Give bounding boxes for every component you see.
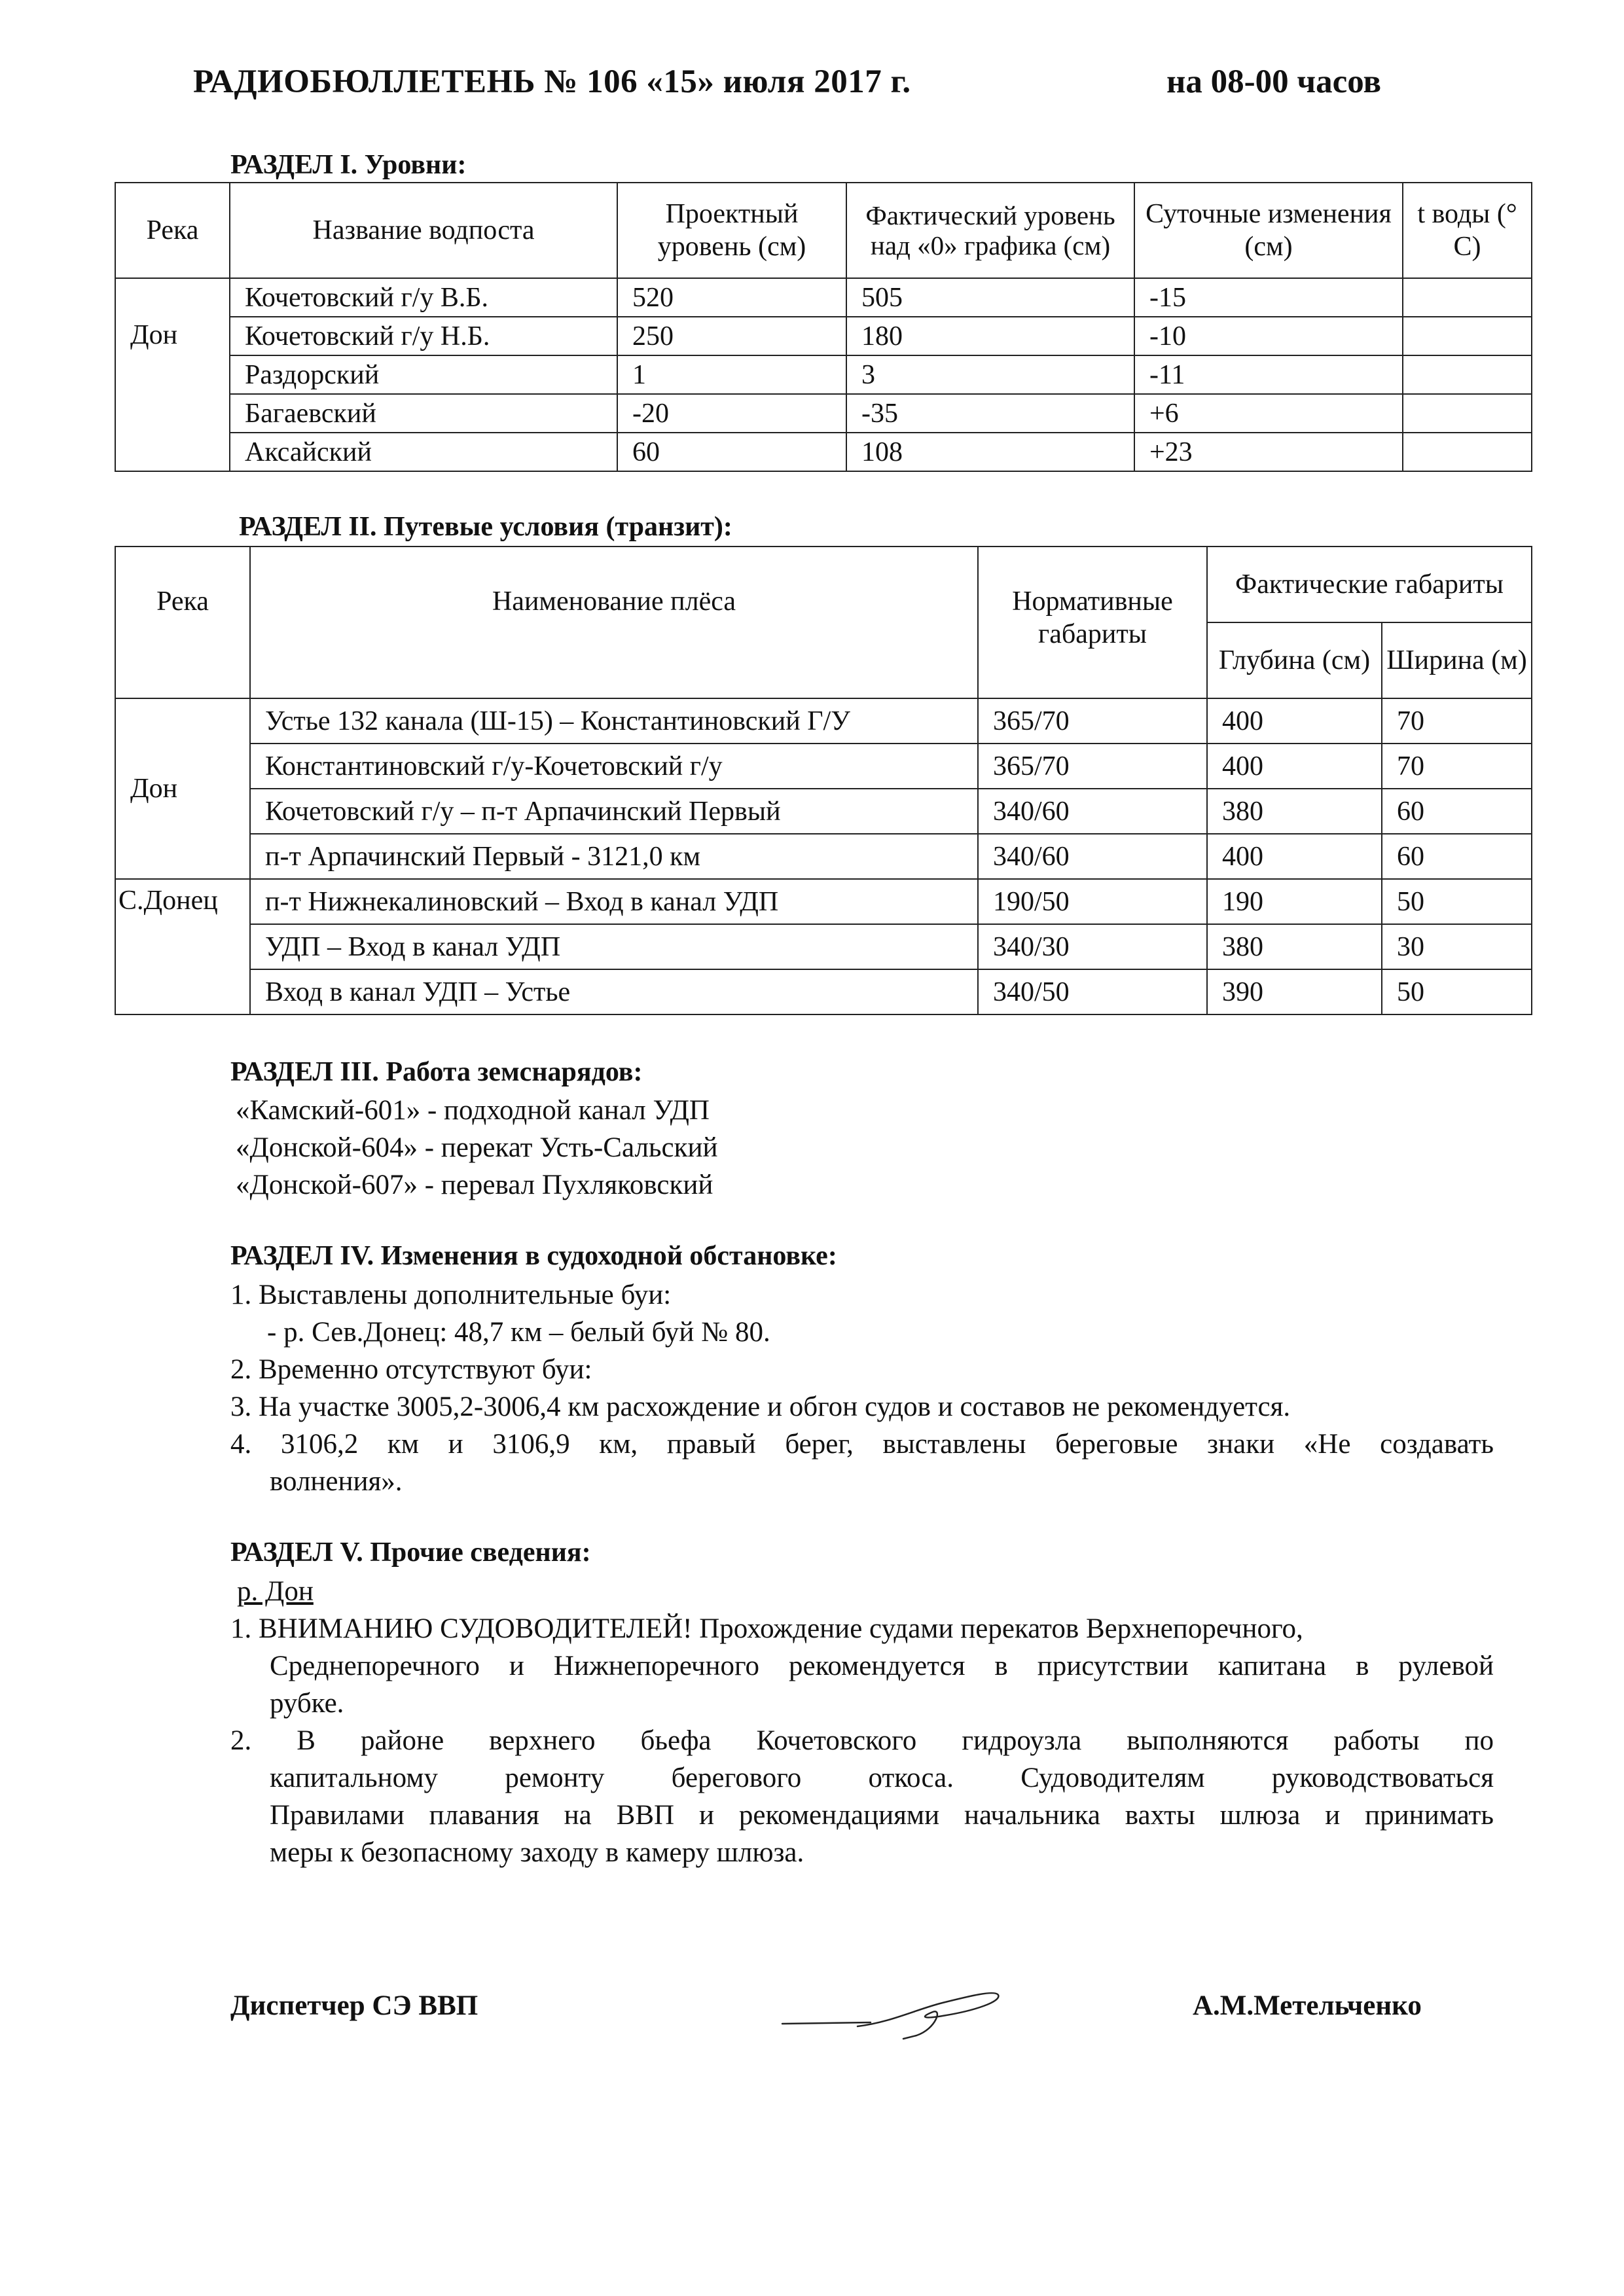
- dredger-item: «Камский-601» - подходной канал УДП: [236, 1095, 710, 1126]
- col-actual-dims: Фактические габариты: [1207, 547, 1532, 622]
- station-cell: Аксайский: [230, 433, 617, 471]
- col-normative: Нормативные габариты: [978, 547, 1207, 698]
- col-depth: Глубина (см): [1207, 622, 1382, 698]
- design-cell: -20: [617, 394, 846, 433]
- width-cell: 70: [1382, 744, 1532, 789]
- table-row: [115, 924, 1532, 969]
- table-row: [115, 394, 1532, 433]
- depth-cell: 400: [1207, 698, 1382, 744]
- station-cell: Кочетовский г/у В.Б.: [230, 278, 617, 317]
- design-cell: 60: [617, 433, 846, 471]
- section1-heading: РАЗДЕЛ I. Уровни:: [230, 150, 467, 180]
- section2-heading: РАЗДЕЛ II. Путевые условия (транзит):: [239, 512, 732, 542]
- temp-cell: [1403, 394, 1532, 433]
- notice-item-line: капитальному ремонту берегового откоса. Судоводителям руководствоваться: [270, 1763, 1494, 1793]
- design-cell: 520: [617, 278, 846, 317]
- table-row: [115, 744, 1532, 789]
- levels-header-row: [115, 183, 1532, 278]
- depth-cell: 400: [1207, 744, 1382, 789]
- normative-cell: 340/60: [978, 789, 1207, 834]
- width-cell: 70: [1382, 698, 1532, 744]
- transit-header-row: [115, 547, 1532, 622]
- design-cell: 1: [617, 355, 846, 394]
- normative-cell: 340/60: [978, 834, 1207, 879]
- reach-cell: Кочетовский г/у – п-т Арпачинский Первый: [250, 789, 978, 834]
- normative-cell: 365/70: [978, 698, 1207, 744]
- col-width: Ширина (м): [1382, 622, 1532, 698]
- dredger-item: «Донской-604» - перекат Усть-Сальский: [236, 1132, 718, 1163]
- daily-cell: +23: [1134, 433, 1403, 471]
- normative-cell: 340/50: [978, 969, 1207, 1014]
- reach-cell: УДП – Вход в канал УДП: [250, 924, 978, 969]
- normative-cell: 340/30: [978, 924, 1207, 969]
- bulletin-title: РАДИОБЮЛЛЕТЕНЬ № 106 «15» июля 2017 г.: [193, 63, 911, 100]
- width-cell: 50: [1382, 969, 1532, 1014]
- reach-cell: п-т Арпачинский Первый - 3121,0 км: [250, 834, 978, 879]
- daily-cell: -15: [1134, 278, 1403, 317]
- dredger-item: «Донской-607» - перевал Пухляковский: [236, 1170, 713, 1200]
- bulletin-time: на 08-00 часов: [1166, 63, 1382, 100]
- table-row: [115, 969, 1532, 1014]
- section4-heading: РАЗДЕЛ IV. Изменения в судоходной обстановке:: [230, 1241, 837, 1271]
- section3-heading: РАЗДЕЛ III. Работа земснарядов:: [230, 1057, 643, 1087]
- width-cell: 30: [1382, 924, 1532, 969]
- section5-heading: РАЗДЕЛ V. Прочие сведения:: [230, 1537, 591, 1568]
- table-row: [115, 789, 1532, 834]
- reach-cell: Константиновский г/у-Кочетовский г/у: [250, 744, 978, 789]
- reach-cell: Устье 132 канала (Ш-15) – Константиновский Г/У: [250, 698, 978, 744]
- depth-cell: 400: [1207, 834, 1382, 879]
- river-cell: Дон: [115, 698, 250, 879]
- change-item: 2. Временно отсутствуют буи:: [230, 1354, 592, 1385]
- change-subitem: - р. Сев.Донец: 48,7 км – белый буй № 80.: [267, 1317, 770, 1348]
- levels-table: [115, 182, 1532, 472]
- normative-cell: 365/70: [978, 744, 1207, 789]
- daily-cell: -10: [1134, 317, 1403, 355]
- temp-cell: [1403, 355, 1532, 394]
- station-cell: Багаевский: [230, 394, 617, 433]
- depth-cell: 190: [1207, 879, 1382, 924]
- river-subheading: р. Дон: [237, 1576, 314, 1607]
- dispatcher-name: А.М.Метельченко: [1193, 1990, 1422, 2021]
- change-item: 4. 3106,2 км и 3106,9 км, правый берег, выставлены береговые знаки «Не создавать: [230, 1429, 1494, 1460]
- temp-cell: [1403, 278, 1532, 317]
- actual-cell: 108: [846, 433, 1134, 471]
- col-river: Река: [115, 547, 250, 698]
- col-water-temp: t воды (° С): [1403, 183, 1532, 278]
- table-row: [115, 317, 1532, 355]
- col-reach: Наименование плёса: [250, 547, 978, 698]
- actual-cell: 505: [846, 278, 1134, 317]
- station-cell: Раздорский: [230, 355, 617, 394]
- daily-cell: +6: [1134, 394, 1403, 433]
- notice-item-line: Среднепоречного и Нижнепоречного рекомендуется в присутствии капитана в рулевой: [270, 1651, 1494, 1681]
- actual-cell: -35: [846, 394, 1134, 433]
- col-actual-level: Фактический уровень над «0» графика (см): [846, 183, 1134, 278]
- notice-item: 1. ВНИМАНИЮ СУДОВОДИТЕЛЕЙ! Прохождение судами перекатов Верхнепоречного,: [230, 1613, 1303, 1644]
- reach-cell: п-т Нижнекалиновский – Вход в канал УДП: [250, 879, 978, 924]
- table-row: [115, 278, 1532, 317]
- table-row: [115, 879, 1532, 924]
- actual-cell: 180: [846, 317, 1134, 355]
- river-cell: Дон: [115, 278, 230, 471]
- dispatcher-title: Диспетчер СЭ ВВП: [230, 1990, 478, 2021]
- temp-cell: [1403, 433, 1532, 471]
- notice-item-line: Правилами плавания на ВВП и рекомендациями начальника вахты шлюза и принимать: [270, 1800, 1494, 1831]
- width-cell: 60: [1382, 789, 1532, 834]
- table-row: [115, 355, 1532, 394]
- width-cell: 50: [1382, 879, 1532, 924]
- col-station: Название водпоста: [230, 183, 617, 278]
- change-item-continuation: волнения».: [270, 1466, 403, 1497]
- river-cell: С.Донец: [115, 879, 250, 1014]
- table-row: [115, 698, 1532, 744]
- notice-item-line: меры к безопасному заходу в камеру шлюза.: [270, 1837, 804, 1868]
- table-row: [115, 433, 1532, 471]
- change-item: 1. Выставлены дополнительные буи:: [230, 1280, 672, 1310]
- notice-item-line: рубке.: [270, 1688, 344, 1719]
- table-row: [115, 834, 1532, 879]
- station-cell: Кочетовский г/у Н.Б.: [230, 317, 617, 355]
- depth-cell: 380: [1207, 789, 1382, 834]
- col-design-level: Проектный уровень (см): [617, 183, 846, 278]
- temp-cell: [1403, 317, 1532, 355]
- signature-icon: [779, 1970, 1015, 2042]
- actual-cell: 3: [846, 355, 1134, 394]
- width-cell: 60: [1382, 834, 1532, 879]
- transit-table: [115, 546, 1532, 1015]
- notice-item: 2. В районе верхнего бьефа Кочетовского гидроузла выполняются работы по: [230, 1725, 1494, 1756]
- daily-cell: -11: [1134, 355, 1403, 394]
- reach-cell: Вход в канал УДП – Устье: [250, 969, 978, 1014]
- col-river: Река: [115, 183, 230, 278]
- change-item: 3. На участке 3005,2-3006,4 км расхождение и обгон судов и составов не рекомендуется.: [230, 1391, 1291, 1422]
- col-daily-change: Суточные изменения (см): [1134, 183, 1403, 278]
- depth-cell: 380: [1207, 924, 1382, 969]
- design-cell: 250: [617, 317, 846, 355]
- depth-cell: 390: [1207, 969, 1382, 1014]
- normative-cell: 190/50: [978, 879, 1207, 924]
